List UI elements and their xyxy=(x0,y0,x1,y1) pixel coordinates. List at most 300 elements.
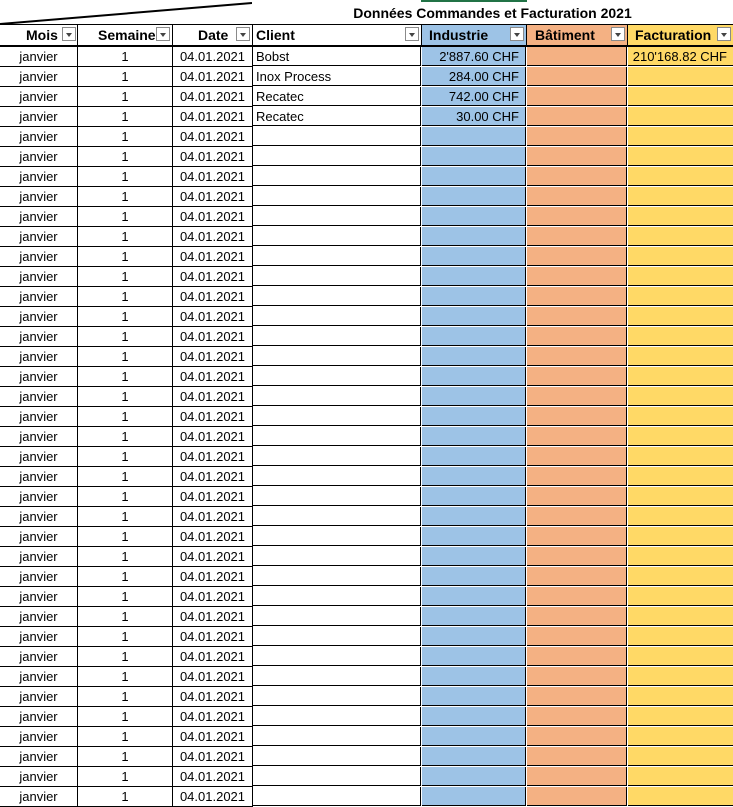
cell-semaine[interactable]: 1 xyxy=(78,47,173,67)
cell-semaine[interactable]: 1 xyxy=(78,147,173,167)
cell-industrie[interactable] xyxy=(422,207,526,226)
cell-semaine[interactable]: 1 xyxy=(78,567,173,587)
table-row xyxy=(0,107,733,127)
cell-client[interactable] xyxy=(253,467,421,486)
cell-client[interactable] xyxy=(253,687,421,706)
cell-client[interactable] xyxy=(253,387,421,406)
cell-mois[interactable]: janvier xyxy=(0,527,78,547)
cell-batiment[interactable] xyxy=(527,267,627,286)
cell-semaine[interactable]: 1 xyxy=(78,587,173,607)
cell-date[interactable]: 04.01.2021 xyxy=(173,47,253,67)
cell-date[interactable]: 04.01.2021 xyxy=(173,227,253,247)
cell-facturation[interactable] xyxy=(628,527,733,546)
cell-industrie[interactable]: 30.00 CHF xyxy=(422,107,526,126)
cell-client[interactable] xyxy=(253,767,421,786)
cell-client[interactable] xyxy=(253,787,421,806)
cell-mois[interactable]: janvier xyxy=(0,407,78,427)
cell-mois[interactable]: janvier xyxy=(0,67,78,87)
cell-semaine[interactable]: 1 xyxy=(78,227,173,247)
cell-industrie[interactable] xyxy=(422,147,526,166)
cell-semaine[interactable]: 1 xyxy=(78,787,173,807)
cell-facturation[interactable] xyxy=(628,647,733,666)
cell-mois[interactable]: janvier xyxy=(0,547,78,567)
cell-date[interactable]: 04.01.2021 xyxy=(173,107,253,127)
cell-client[interactable] xyxy=(253,347,421,366)
header-batiment[interactable] xyxy=(527,25,628,47)
cell-facturation[interactable] xyxy=(628,667,733,686)
cell-industrie[interactable] xyxy=(422,327,526,346)
cell-semaine[interactable]: 1 xyxy=(78,747,173,767)
cell-semaine[interactable]: 1 xyxy=(78,547,173,567)
filter-dropdown-icon[interactable] xyxy=(510,27,524,41)
cell-batiment[interactable] xyxy=(527,447,627,466)
cell-industrie[interactable]: 2'887.60 CHF xyxy=(422,47,526,66)
cell-mois[interactable]: janvier xyxy=(0,187,78,207)
header-batiment-label: Bâtiment xyxy=(535,27,595,43)
cell-batiment[interactable] xyxy=(527,527,627,546)
table-row xyxy=(0,247,733,267)
cell-date[interactable]: 04.01.2021 xyxy=(173,67,253,87)
cell-client[interactable]: Inox Process xyxy=(253,67,421,86)
cell-date[interactable]: 04.01.2021 xyxy=(173,607,253,627)
cell-semaine[interactable]: 1 xyxy=(78,647,173,667)
cell-facturation[interactable] xyxy=(628,487,733,506)
cell-facturation[interactable] xyxy=(628,307,733,326)
cell-date[interactable]: 04.01.2021 xyxy=(173,427,253,447)
cell-industrie[interactable] xyxy=(422,747,526,766)
cell-batiment[interactable] xyxy=(527,467,627,486)
cell-facturation[interactable] xyxy=(628,167,733,186)
cell-semaine[interactable]: 1 xyxy=(78,327,173,347)
table-row xyxy=(0,127,733,147)
cell-semaine[interactable]: 1 xyxy=(78,87,173,107)
cell-batiment[interactable] xyxy=(527,347,627,366)
cell-mois[interactable]: janvier xyxy=(0,107,78,127)
cell-semaine[interactable]: 1 xyxy=(78,167,173,187)
cell-client[interactable] xyxy=(253,727,421,746)
cell-client[interactable] xyxy=(253,547,421,566)
cell-semaine[interactable]: 1 xyxy=(78,367,173,387)
cell-client[interactable] xyxy=(253,527,421,546)
cell-client[interactable] xyxy=(253,587,421,606)
cell-industrie[interactable]: 284.00 CHF xyxy=(422,67,526,86)
cell-facturation[interactable] xyxy=(628,627,733,646)
cell-date[interactable]: 04.01.2021 xyxy=(173,507,253,527)
cell-industrie[interactable] xyxy=(422,627,526,646)
cell-facturation[interactable] xyxy=(628,227,733,246)
cell-facturation[interactable] xyxy=(628,547,733,566)
cell-batiment[interactable] xyxy=(527,787,627,806)
cell-client[interactable] xyxy=(253,327,421,346)
header-semaine[interactable] xyxy=(78,25,173,47)
cell-industrie[interactable] xyxy=(422,707,526,726)
cell-industrie[interactable] xyxy=(422,527,526,546)
cell-facturation[interactable] xyxy=(628,387,733,406)
filter-dropdown-icon[interactable] xyxy=(405,27,419,41)
header-mois[interactable] xyxy=(0,25,78,47)
table-row xyxy=(0,787,733,807)
cell-facturation[interactable] xyxy=(628,367,733,386)
cell-mois[interactable]: janvier xyxy=(0,587,78,607)
cell-facturation[interactable] xyxy=(628,687,733,706)
cell-client[interactable] xyxy=(253,267,421,286)
cell-batiment[interactable] xyxy=(527,647,627,666)
header-client[interactable] xyxy=(253,25,422,47)
cell-date[interactable]: 04.01.2021 xyxy=(173,87,253,107)
header-industrie[interactable] xyxy=(422,25,527,47)
cell-mois[interactable]: janvier xyxy=(0,307,78,327)
cell-semaine[interactable]: 1 xyxy=(78,487,173,507)
cell-client[interactable] xyxy=(253,567,421,586)
cell-client[interactable]: Bobst xyxy=(253,47,421,66)
cell-industrie[interactable] xyxy=(422,667,526,686)
cell-client[interactable] xyxy=(253,247,421,266)
cell-mois[interactable]: janvier xyxy=(0,667,78,687)
cell-industrie[interactable] xyxy=(422,607,526,626)
cell-batiment[interactable] xyxy=(527,87,627,106)
filter-dropdown-icon[interactable] xyxy=(236,27,250,41)
table-row xyxy=(0,627,733,647)
cell-batiment[interactable] xyxy=(527,567,627,586)
cell-facturation[interactable] xyxy=(628,127,733,146)
cell-industrie[interactable] xyxy=(422,367,526,386)
cell-industrie[interactable] xyxy=(422,267,526,286)
cell-batiment[interactable] xyxy=(527,727,627,746)
table-row xyxy=(0,167,733,187)
cell-client[interactable] xyxy=(253,707,421,726)
sheet-title[interactable]: Données Commandes et Facturation 2021 xyxy=(353,5,632,21)
cell-facturation[interactable] xyxy=(628,207,733,226)
cell-industrie[interactable] xyxy=(422,727,526,746)
cell-batiment[interactable] xyxy=(527,487,627,506)
cell-facturation[interactable] xyxy=(628,147,733,166)
cell-industrie[interactable] xyxy=(422,127,526,146)
cell-mois[interactable]: janvier xyxy=(0,167,78,187)
cell-batiment[interactable] xyxy=(527,607,627,626)
cell-semaine[interactable]: 1 xyxy=(78,447,173,467)
cell-industrie[interactable] xyxy=(422,307,526,326)
cell-client[interactable] xyxy=(253,127,421,146)
cell-industrie[interactable] xyxy=(422,687,526,706)
cell-mois[interactable]: janvier xyxy=(0,327,78,347)
cell-semaine[interactable]: 1 xyxy=(78,627,173,647)
cell-client[interactable] xyxy=(253,307,421,326)
cell-batiment[interactable] xyxy=(527,247,627,266)
cell-mois[interactable]: janvier xyxy=(0,207,78,227)
header-facturation[interactable] xyxy=(628,25,733,47)
cell-client[interactable] xyxy=(253,507,421,526)
cell-date[interactable]: 04.01.2021 xyxy=(173,407,253,427)
cell-semaine[interactable]: 1 xyxy=(78,407,173,427)
cell-batiment[interactable] xyxy=(527,507,627,526)
cell-date[interactable]: 04.01.2021 xyxy=(173,247,253,267)
cell-mois[interactable]: janvier xyxy=(0,567,78,587)
cell-industrie[interactable] xyxy=(422,567,526,586)
cell-mois[interactable]: janvier xyxy=(0,447,78,467)
cell-semaine[interactable]: 1 xyxy=(78,527,173,547)
cell-batiment[interactable] xyxy=(527,427,627,446)
cell-facturation[interactable] xyxy=(628,607,733,626)
cell-semaine[interactable]: 1 xyxy=(78,707,173,727)
cell-date[interactable]: 04.01.2021 xyxy=(173,687,253,707)
cell-facturation[interactable] xyxy=(628,247,733,266)
cell-client[interactable] xyxy=(253,287,421,306)
cell-client[interactable] xyxy=(253,667,421,686)
cell-client[interactable] xyxy=(253,627,421,646)
cell-client[interactable] xyxy=(253,227,421,246)
cell-batiment[interactable] xyxy=(527,667,627,686)
table-row xyxy=(0,147,733,167)
cell-batiment[interactable] xyxy=(527,287,627,306)
data-rows xyxy=(0,47,733,807)
cell-batiment[interactable] xyxy=(527,767,627,786)
cell-date[interactable]: 04.01.2021 xyxy=(173,527,253,547)
cell-mois[interactable]: janvier xyxy=(0,367,78,387)
cell-mois[interactable]: janvier xyxy=(0,287,78,307)
cell-industrie[interactable] xyxy=(422,467,526,486)
cell-date[interactable]: 04.01.2021 xyxy=(173,387,253,407)
cell-date[interactable]: 04.01.2021 xyxy=(173,267,253,287)
cell-industrie[interactable] xyxy=(422,387,526,406)
cell-batiment[interactable] xyxy=(527,747,627,766)
cell-date[interactable]: 04.01.2021 xyxy=(173,667,253,687)
cell-date[interactable]: 04.01.2021 xyxy=(173,587,253,607)
table-row xyxy=(0,287,733,307)
cell-facturation[interactable] xyxy=(628,287,733,306)
cell-industrie[interactable] xyxy=(422,227,526,246)
cell-mois[interactable]: janvier xyxy=(0,627,78,647)
cell-mois[interactable]: janvier xyxy=(0,267,78,287)
cell-client[interactable] xyxy=(253,367,421,386)
cell-date[interactable]: 04.01.2021 xyxy=(173,547,253,567)
cell-semaine[interactable]: 1 xyxy=(78,347,173,367)
cell-date[interactable]: 04.01.2021 xyxy=(173,187,253,207)
cell-mois[interactable]: janvier xyxy=(0,147,78,167)
cell-mois[interactable]: janvier xyxy=(0,487,78,507)
cell-industrie[interactable] xyxy=(422,767,526,786)
cell-semaine[interactable]: 1 xyxy=(78,267,173,287)
cell-mois[interactable]: janvier xyxy=(0,127,78,147)
cell-industrie[interactable] xyxy=(422,647,526,666)
cell-semaine[interactable]: 1 xyxy=(78,467,173,487)
cell-date[interactable]: 04.01.2021 xyxy=(173,627,253,647)
cell-batiment[interactable] xyxy=(527,307,627,326)
cell-semaine[interactable]: 1 xyxy=(78,727,173,747)
cell-batiment[interactable] xyxy=(527,127,627,146)
cell-industrie[interactable] xyxy=(422,487,526,506)
cell-client[interactable] xyxy=(253,147,421,166)
cell-date[interactable]: 04.01.2021 xyxy=(173,767,253,787)
cell-mois[interactable]: janvier xyxy=(0,647,78,667)
cell-facturation[interactable] xyxy=(628,507,733,526)
cell-batiment[interactable] xyxy=(527,47,627,66)
cell-client[interactable] xyxy=(253,647,421,666)
cell-client[interactable] xyxy=(253,607,421,626)
cell-mois[interactable]: janvier xyxy=(0,727,78,747)
cell-date[interactable]: 04.01.2021 xyxy=(173,727,253,747)
cell-semaine[interactable]: 1 xyxy=(78,507,173,527)
cell-industrie[interactable] xyxy=(422,407,526,426)
cell-mois[interactable]: janvier xyxy=(0,767,78,787)
cell-mois[interactable]: janvier xyxy=(0,707,78,727)
table-row xyxy=(0,667,733,687)
cell-semaine[interactable]: 1 xyxy=(78,127,173,147)
cell-facturation[interactable] xyxy=(628,447,733,466)
cell-facturation[interactable] xyxy=(628,407,733,426)
cell-batiment[interactable] xyxy=(527,327,627,346)
cell-date[interactable]: 04.01.2021 xyxy=(173,127,253,147)
table-row xyxy=(0,467,733,487)
cell-semaine[interactable]: 1 xyxy=(78,767,173,787)
cell-facturation[interactable] xyxy=(628,427,733,446)
cell-mois[interactable]: janvier xyxy=(0,687,78,707)
cell-client[interactable] xyxy=(253,447,421,466)
cell-date[interactable]: 04.01.2021 xyxy=(173,147,253,167)
cell-semaine[interactable]: 1 xyxy=(78,247,173,267)
cell-industrie[interactable]: 742.00 CHF xyxy=(422,87,526,106)
cell-mois[interactable]: janvier xyxy=(0,467,78,487)
cell-date[interactable]: 04.01.2021 xyxy=(173,167,253,187)
cell-date[interactable]: 04.01.2021 xyxy=(173,567,253,587)
cell-date[interactable]: 04.01.2021 xyxy=(173,287,253,307)
cell-date[interactable]: 04.01.2021 xyxy=(173,347,253,367)
cell-facturation[interactable] xyxy=(628,727,733,746)
filter-dropdown-icon[interactable] xyxy=(611,27,625,41)
cell-industrie[interactable] xyxy=(422,347,526,366)
cell-facturation[interactable] xyxy=(628,87,733,106)
cell-client[interactable]: Recatec xyxy=(253,107,421,126)
title-row xyxy=(0,0,733,25)
cell-batiment[interactable] xyxy=(527,627,627,646)
cell-facturation[interactable] xyxy=(628,467,733,486)
cell-industrie[interactable] xyxy=(422,427,526,446)
cell-industrie[interactable] xyxy=(422,247,526,266)
cell-industrie[interactable] xyxy=(422,287,526,306)
cell-client[interactable] xyxy=(253,207,421,226)
cell-client[interactable] xyxy=(253,747,421,766)
cell-date[interactable]: 04.01.2021 xyxy=(173,747,253,767)
cell-mois[interactable]: janvier xyxy=(0,607,78,627)
cell-facturation[interactable] xyxy=(628,767,733,786)
cell-client[interactable] xyxy=(253,167,421,186)
cell-facturation[interactable] xyxy=(628,587,733,606)
cell-semaine[interactable]: 1 xyxy=(78,287,173,307)
header-date[interactable] xyxy=(173,25,253,47)
cell-batiment[interactable] xyxy=(527,187,627,206)
cell-facturation[interactable] xyxy=(628,747,733,766)
cell-mois[interactable]: janvier xyxy=(0,387,78,407)
cell-date[interactable]: 04.01.2021 xyxy=(173,207,253,227)
cell-semaine[interactable]: 1 xyxy=(78,427,173,447)
cell-mois[interactable]: janvier xyxy=(0,427,78,447)
cell-facturation[interactable]: 210'168.82 CHF xyxy=(628,47,733,66)
table-row xyxy=(0,567,733,587)
cell-semaine[interactable]: 1 xyxy=(78,107,173,127)
cell-batiment[interactable] xyxy=(527,687,627,706)
cell-mois[interactable]: janvier xyxy=(0,227,78,247)
cell-date[interactable]: 04.01.2021 xyxy=(173,707,253,727)
cell-semaine[interactable]: 1 xyxy=(78,667,173,687)
filter-dropdown-icon[interactable] xyxy=(62,27,76,41)
cell-batiment[interactable] xyxy=(527,167,627,186)
cell-facturation[interactable] xyxy=(628,267,733,286)
cell-batiment[interactable] xyxy=(527,227,627,246)
cell-batiment[interactable] xyxy=(527,207,627,226)
cell-date[interactable]: 04.01.2021 xyxy=(173,327,253,347)
table-row xyxy=(0,227,733,247)
cell-facturation[interactable] xyxy=(628,107,733,126)
cell-industrie[interactable] xyxy=(422,167,526,186)
cell-industrie[interactable] xyxy=(422,507,526,526)
cell-industrie[interactable] xyxy=(422,187,526,206)
cell-client[interactable]: Recatec xyxy=(253,87,421,106)
cell-semaine[interactable]: 1 xyxy=(78,387,173,407)
header-row xyxy=(0,25,733,46)
cell-facturation[interactable] xyxy=(628,567,733,586)
cell-batiment[interactable] xyxy=(527,587,627,606)
table-row xyxy=(0,647,733,667)
cell-batiment[interactable] xyxy=(527,707,627,726)
cell-batiment[interactable] xyxy=(527,67,627,86)
cell-mois[interactable]: janvier xyxy=(0,47,78,67)
cell-mois[interactable]: janvier xyxy=(0,507,78,527)
cell-date[interactable]: 04.01.2021 xyxy=(173,367,253,387)
cell-date[interactable]: 04.01.2021 xyxy=(173,487,253,507)
cell-mois[interactable]: janvier xyxy=(0,87,78,107)
cell-facturation[interactable] xyxy=(628,787,733,806)
cell-facturation[interactable] xyxy=(628,707,733,726)
cell-date[interactable]: 04.01.2021 xyxy=(173,447,253,467)
cell-batiment[interactable] xyxy=(527,387,627,406)
table-row xyxy=(0,387,733,407)
cell-date[interactable]: 04.01.2021 xyxy=(173,787,253,807)
cell-semaine[interactable]: 1 xyxy=(78,307,173,327)
cell-facturation[interactable] xyxy=(628,187,733,206)
cell-batiment[interactable] xyxy=(527,547,627,566)
cell-industrie[interactable] xyxy=(422,447,526,466)
filter-dropdown-icon[interactable] xyxy=(717,27,731,41)
cell-batiment[interactable] xyxy=(527,107,627,126)
cell-date[interactable]: 04.01.2021 xyxy=(173,307,253,327)
cell-facturation[interactable] xyxy=(628,67,733,86)
cell-mois[interactable]: janvier xyxy=(0,247,78,267)
cell-semaine[interactable]: 1 xyxy=(78,687,173,707)
cell-batiment[interactable] xyxy=(527,367,627,386)
cell-industrie[interactable] xyxy=(422,547,526,566)
cell-industrie[interactable] xyxy=(422,787,526,806)
cell-semaine[interactable]: 1 xyxy=(78,607,173,627)
cell-date[interactable]: 04.01.2021 xyxy=(173,647,253,667)
cell-semaine[interactable]: 1 xyxy=(78,187,173,207)
cell-semaine[interactable]: 1 xyxy=(78,207,173,227)
cell-semaine[interactable]: 1 xyxy=(78,67,173,87)
cell-facturation[interactable] xyxy=(628,347,733,366)
cell-mois[interactable]: janvier xyxy=(0,787,78,807)
cell-client[interactable] xyxy=(253,427,421,446)
cell-mois[interactable]: janvier xyxy=(0,347,78,367)
cell-batiment[interactable] xyxy=(527,407,627,426)
cell-mois[interactable]: janvier xyxy=(0,747,78,767)
cell-client[interactable] xyxy=(253,407,421,426)
filter-dropdown-icon[interactable] xyxy=(156,27,170,41)
header-semaine-label: Semaine xyxy=(98,27,156,43)
cell-client[interactable] xyxy=(253,187,421,206)
cell-client[interactable] xyxy=(253,487,421,506)
cell-batiment[interactable] xyxy=(527,147,627,166)
cell-facturation[interactable] xyxy=(628,327,733,346)
cell-date[interactable]: 04.01.2021 xyxy=(173,467,253,487)
cell-industrie[interactable] xyxy=(422,587,526,606)
